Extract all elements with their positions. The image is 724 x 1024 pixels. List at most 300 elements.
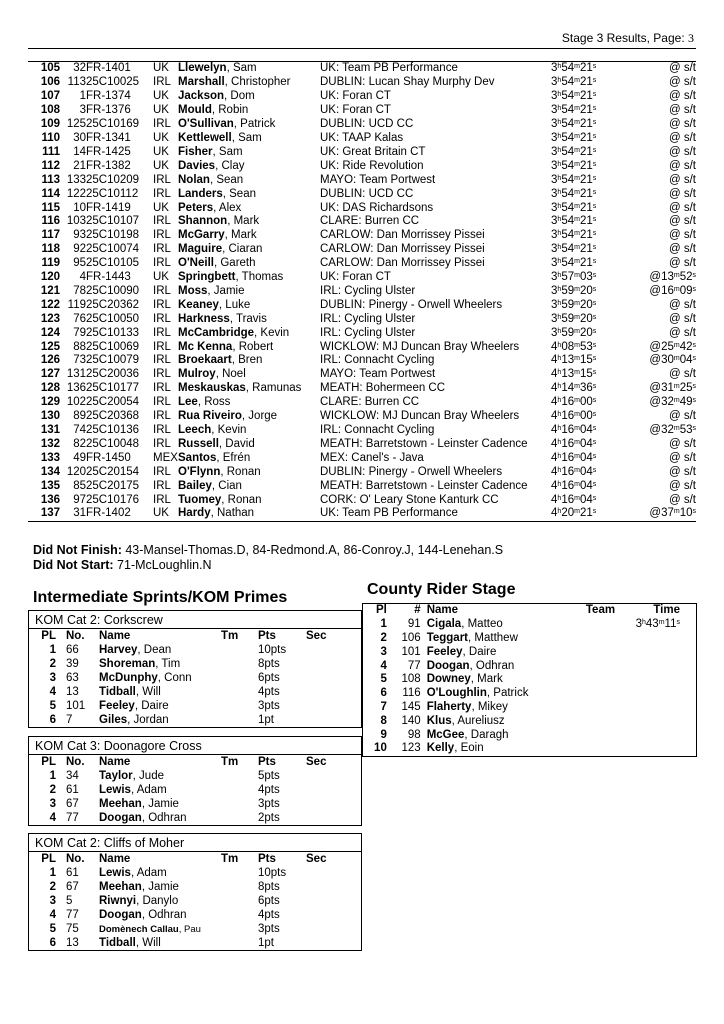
surname: Meskauskas — [178, 382, 246, 395]
bib-number: 123 — [401, 742, 421, 755]
rider-name: Harkness, Travis — [178, 312, 267, 325]
surname: Giles — [99, 713, 128, 726]
col-tm: Tm — [221, 853, 239, 866]
place: 1 — [49, 867, 56, 880]
place: 3 — [49, 798, 56, 811]
table-row — [28, 257, 696, 271]
nationality: IRL — [153, 410, 171, 423]
points: 3pts — [258, 922, 280, 935]
kom-row — [29, 909, 361, 923]
team-name: UK: Team PB Performance — [320, 62, 458, 75]
col-no: No. — [66, 756, 85, 769]
nationality: UK — [153, 145, 169, 158]
sprints-title: Intermediate Sprints/KOM Primes — [33, 589, 288, 606]
team-name: CARLOW: Dan Morrissey Pissei — [320, 257, 485, 270]
table-row — [28, 368, 696, 382]
bib-number: 116 — [402, 687, 421, 700]
licence: 25C20368 — [86, 410, 140, 423]
points: 3pts — [258, 798, 280, 811]
seconds — [306, 895, 361, 909]
team-name: DUBLIN: Pinergy - Orwell Wheelers — [320, 465, 503, 478]
nationality: IRL — [153, 354, 171, 367]
time-gap: @ s/t — [668, 215, 696, 228]
licence: 25C10177 — [86, 382, 140, 395]
team — [221, 881, 258, 895]
place: 1 — [49, 644, 56, 657]
rider-name: Klus, Aureliusz — [426, 714, 505, 727]
surname: Cigala — [426, 618, 462, 631]
points: 10pts — [258, 867, 287, 880]
team — [221, 784, 258, 798]
place: 133 — [40, 451, 60, 464]
table-row — [28, 132, 696, 146]
team-name: UK: TAAP Kalas — [320, 131, 404, 144]
surname: Shoreman — [99, 658, 156, 671]
surname: Tidball — [99, 936, 136, 949]
surname: McDunphy — [99, 672, 158, 685]
kom-row — [29, 881, 361, 895]
team-name: IRL: Connacht Cycling — [320, 354, 435, 367]
did-not-finish — [33, 543, 503, 557]
place: 4 — [49, 909, 56, 921]
finish-time — [636, 659, 696, 673]
team — [221, 672, 258, 686]
time-gap: @31$^m$25$^s$ — [649, 382, 696, 395]
surname: Keaney — [178, 298, 219, 311]
time-gap: @ s/t — [668, 90, 696, 103]
finish-time — [636, 714, 696, 728]
nationality: IRL — [153, 76, 171, 89]
kom-header-row — [29, 756, 361, 770]
place: 113 — [41, 173, 60, 186]
col-no: No. — [66, 853, 85, 866]
finish-time: 3$^h$54$^m$21$^s$ — [551, 159, 597, 172]
place: 118 — [41, 243, 60, 256]
team-name: CARLOW: Dan Morrissey Pissei — [320, 229, 485, 242]
time-gap: @ s/t — [668, 326, 696, 339]
bib-number: 108 — [401, 673, 421, 686]
time-gap: @ s/t — [668, 451, 696, 464]
licence: 25C10107 — [86, 215, 140, 228]
finish-time — [636, 687, 696, 701]
bib-number: 4 — [79, 271, 86, 284]
col-tm: Tm — [221, 630, 239, 643]
bib-number: 67 — [66, 881, 79, 894]
time-gap: @ s/t — [668, 173, 696, 186]
team-name: DUBLIN: UCD CC — [320, 118, 414, 131]
surname: Tidball — [99, 686, 136, 698]
bib-number: 3 — [79, 104, 86, 117]
bib-number: 101 — [66, 699, 86, 712]
table-row — [28, 285, 696, 299]
nationality: IRL — [153, 229, 171, 242]
team-name: IRL: Cycling Ulster — [320, 284, 416, 297]
time-gap: @ s/t — [668, 131, 696, 144]
nationality: IRL — [153, 187, 171, 200]
rider-name: Llewelyn, Sam — [178, 62, 257, 75]
rider-name: Davies, Clay — [178, 159, 245, 172]
place: 131 — [40, 424, 60, 437]
place: 5 — [380, 673, 387, 686]
finish-time: 4$^h$16$^m$04$^s$ — [551, 465, 597, 478]
place: 109 — [40, 118, 60, 131]
seconds — [306, 699, 361, 713]
bib-number: 31 — [73, 507, 86, 520]
team — [586, 701, 636, 715]
rider-name: Tidball, Will — [99, 686, 161, 698]
place: 8 — [380, 714, 387, 727]
kom-row — [29, 936, 361, 950]
place: 6 — [49, 936, 56, 949]
team-name: UK: DAS Richardsons — [320, 201, 434, 214]
surname: McGee — [426, 728, 465, 741]
bib-number: 76 — [73, 312, 86, 325]
rider-name: Teggart, Matthew — [426, 631, 518, 644]
table-row — [28, 159, 696, 173]
surname: O'Sullivan — [178, 118, 234, 131]
finish-time — [636, 673, 696, 687]
kom-row — [29, 770, 361, 784]
nationality: UK — [153, 104, 169, 117]
place: 116 — [41, 215, 60, 228]
finish-time: 4$^h$08$^m$53$^s$ — [551, 340, 597, 353]
nationality: UK — [153, 131, 169, 144]
nationality: UK — [153, 62, 169, 75]
surname: Tuomey — [178, 493, 222, 506]
place: 123 — [40, 312, 60, 325]
rider-name: Meskauskas, Ramunas — [178, 382, 302, 395]
licence: 25C10133 — [86, 326, 140, 339]
nationality: IRL — [153, 215, 171, 228]
rider-name: Peters, Alex — [178, 201, 242, 214]
bib-number: 85 — [73, 479, 86, 492]
rider-name: Springbett, Thomas — [178, 271, 284, 284]
surname: Marshall — [178, 76, 225, 89]
licence: FR-1374 — [86, 90, 131, 103]
rider-name: Doogan, Odhran — [99, 812, 187, 824]
kom-table — [29, 756, 361, 825]
surname: Bailey — [178, 479, 212, 492]
col-pts: Pts — [258, 630, 276, 643]
rider-name: Keaney, Luke — [178, 298, 251, 311]
seconds — [306, 909, 361, 923]
finish-time: 4$^h$20$^m$21$^s$ — [551, 507, 597, 520]
table-row — [28, 479, 696, 493]
team — [221, 812, 258, 826]
surname: Kettlewell — [178, 131, 232, 144]
rider-name: Giles, Jordan — [99, 713, 169, 726]
kom-row — [29, 686, 361, 700]
licence: 25C10169 — [86, 118, 140, 131]
finish-time — [636, 701, 696, 715]
surname: Feeley — [99, 699, 135, 712]
licence: FR-1401 — [86, 62, 131, 75]
table-row — [28, 465, 696, 479]
team — [221, 658, 258, 672]
place: 3 — [49, 895, 56, 908]
kom-table — [29, 630, 361, 727]
points: 5pts — [258, 770, 280, 783]
place: 106 — [40, 76, 60, 89]
rider-name: Marshall, Christopher — [178, 76, 291, 89]
surname: Broekaart — [178, 354, 232, 367]
rider-name: Maguire, Ciaran — [178, 243, 263, 256]
bib-number: 21 — [73, 159, 86, 172]
surname: Moss — [178, 284, 208, 297]
bib-number: 78 — [73, 284, 86, 297]
county-row — [363, 728, 696, 742]
time-gap: @ s/t — [668, 159, 696, 172]
team-name: MAYO: Team Portwest — [320, 368, 436, 381]
place: 3 — [49, 672, 56, 685]
place: 4 — [380, 659, 387, 672]
licence: 25C20054 — [86, 396, 140, 409]
finish-time: 3$^h$43$^m$11$^s$ — [635, 618, 680, 631]
seconds — [306, 936, 361, 950]
county-rider-box — [362, 603, 697, 757]
nationality: IRL — [153, 173, 171, 186]
bib-number: 133 — [66, 173, 86, 186]
finish-time: 3$^h$59$^m$20$^s$ — [551, 298, 597, 311]
place: 120 — [40, 271, 60, 284]
bib-number: 95 — [73, 257, 86, 270]
col-name: Name — [99, 630, 131, 643]
team — [586, 618, 636, 632]
time-gap: @ s/t — [668, 298, 696, 311]
points: 1pt — [258, 936, 274, 949]
rider-name: Doogan, Odhran — [426, 659, 515, 672]
team — [221, 867, 258, 881]
nationality: IRL — [153, 396, 171, 409]
surname: Feeley — [426, 645, 463, 658]
bib-number: 1 — [79, 90, 86, 103]
kom-row — [29, 867, 361, 881]
surname: Mulroy — [178, 368, 216, 381]
finish-time: 4$^h$16$^m$04$^s$ — [551, 451, 597, 464]
surname: Davies — [178, 159, 216, 172]
kom-row — [29, 699, 361, 713]
kom-header-row — [29, 630, 361, 644]
seconds — [306, 784, 361, 798]
team-name: IRL: Cycling Ulster — [320, 312, 416, 325]
rider-name: Riwnyi, Danylo — [99, 895, 179, 908]
time-gap: @32$^m$53$^s$ — [649, 424, 696, 437]
bib-number: 113 — [67, 76, 86, 89]
kom-box — [28, 736, 362, 826]
surname: Teggart — [426, 631, 469, 644]
rider-name: Doogan, Odhran — [99, 909, 187, 921]
rider-name: Shoreman, Tim — [99, 658, 181, 671]
kom-row — [29, 672, 361, 686]
finish-time: 3$^h$54$^m$21$^s$ — [551, 243, 597, 256]
seconds — [306, 713, 361, 727]
table-row — [28, 215, 696, 229]
nationality: IRL — [153, 284, 171, 297]
rider-name: Lewis, Adam — [99, 867, 167, 880]
finish-time: 3$^h$54$^m$21$^s$ — [551, 90, 597, 103]
table-row — [28, 507, 696, 521]
kom-row — [29, 895, 361, 909]
points: 4pts — [258, 784, 280, 797]
surname: Nolan — [178, 173, 210, 186]
nationality: IRL — [153, 298, 171, 311]
surname: Klus — [426, 714, 452, 727]
nationality: IRL — [153, 479, 171, 492]
licence: 25C10105 — [86, 257, 140, 270]
seconds — [306, 644, 361, 658]
finish-time: 3$^h$54$^m$21$^s$ — [551, 62, 597, 75]
page-header-text: Stage 3 Results, Page: 3 — [561, 31, 694, 45]
team-name: UK: Foran CT — [320, 104, 391, 117]
rider-name: Mould, Robin — [178, 104, 249, 117]
rider-name: Mc Kenna, Robert — [178, 340, 274, 353]
points: 4pts — [258, 909, 280, 921]
team-name: DUBLIN: UCD CC — [320, 187, 414, 200]
bib-number: 131 — [66, 368, 86, 381]
bib-number: 49 — [73, 451, 86, 464]
surname: Fisher — [178, 145, 213, 158]
rider-name: Bailey, Cian — [178, 479, 242, 492]
col-time: Time — [653, 604, 680, 617]
bib-number: 10 — [73, 201, 86, 214]
place: 6 — [49, 713, 56, 726]
surname: Domènech Callau — [99, 923, 179, 935]
surname: Santos — [178, 451, 217, 464]
time-gap: @ s/t — [668, 76, 696, 89]
place: 108 — [40, 104, 60, 117]
team — [221, 686, 258, 700]
surname: Lewis — [99, 784, 131, 797]
nationality: IRL — [153, 437, 171, 450]
county-row — [363, 701, 696, 715]
team — [586, 645, 636, 659]
licence: 25C10079 — [86, 354, 140, 367]
time-gap: @ s/t — [668, 229, 696, 242]
rider-name: Santos, Efrén — [178, 451, 251, 464]
table-row — [28, 382, 696, 396]
place: 115 — [41, 201, 60, 214]
bib-number: 75 — [66, 922, 79, 935]
county-row — [363, 742, 696, 756]
licence: 25C10048 — [86, 437, 140, 450]
dns-list: 71-McLoughlin.N — [117, 558, 212, 572]
team — [221, 895, 258, 909]
team-name: CLARE: Burren CC — [320, 396, 420, 409]
col-pl: PL — [41, 630, 56, 643]
surname: O'Neill — [178, 257, 214, 270]
rider-name: Mulroy, Noel — [178, 368, 246, 381]
team — [586, 659, 636, 673]
place: 2 — [49, 784, 56, 797]
kom-row — [29, 658, 361, 672]
bib-number: 39 — [66, 658, 79, 671]
nationality: IRL — [153, 243, 171, 256]
bib-number: 7 — [66, 713, 73, 726]
bib-number: 91 — [407, 618, 421, 631]
surname: Springbett — [178, 271, 236, 284]
time-gap: @ s/t — [668, 368, 696, 381]
bib-number: 106 — [401, 631, 421, 644]
county-title: County Rider Stage — [367, 581, 516, 598]
time-gap: @ s/t — [668, 479, 696, 492]
bib-number: 73 — [73, 354, 86, 367]
table-row — [28, 298, 696, 312]
rider-name: Russell, David — [178, 437, 255, 450]
team-name: IRL: Cycling Ulster — [320, 326, 416, 339]
finish-time — [636, 645, 696, 659]
place: 136 — [40, 493, 60, 506]
licence: 25C10069 — [86, 340, 140, 353]
place: 2 — [49, 658, 56, 671]
table-row — [28, 173, 696, 187]
time-gap: @ s/t — [668, 187, 696, 200]
col-no: No. — [66, 630, 85, 643]
place: 6 — [380, 687, 387, 700]
surname: Taylor — [99, 770, 133, 783]
licence: 25C20154 — [86, 465, 140, 478]
team — [221, 798, 258, 812]
licence: FR-1425 — [86, 145, 131, 158]
place: 5 — [49, 922, 56, 935]
surname: O'Loughlin — [426, 687, 487, 700]
time-gap: @ s/t — [668, 257, 696, 270]
surname: Leech — [178, 424, 212, 437]
rider-name: Kettlewell, Sam — [178, 131, 262, 144]
points: 2pts — [258, 812, 280, 824]
nationality: IRL — [153, 340, 171, 353]
place: 105 — [40, 62, 60, 75]
time-gap: @ s/t — [668, 437, 696, 450]
place: 1 — [49, 770, 56, 783]
points: 6pts — [258, 895, 280, 908]
finish-time: 3$^h$54$^m$21$^s$ — [551, 229, 597, 242]
licence: FR-1341 — [86, 131, 131, 144]
time-gap: @32$^m$49$^s$ — [649, 396, 696, 409]
bib-number: 13 — [66, 936, 79, 949]
bib-number: 122 — [66, 187, 86, 200]
surname: Rua Riveiro — [178, 410, 242, 423]
surname: Riwnyi — [99, 895, 137, 908]
rider-name: Lee, Ross — [178, 396, 231, 409]
county-row — [363, 673, 696, 687]
nationality: IRL — [153, 368, 171, 381]
finish-time — [636, 728, 696, 742]
finish-time: 3$^h$54$^m$21$^s$ — [551, 257, 597, 270]
kom-table — [29, 853, 361, 950]
surname: Maguire — [178, 243, 223, 256]
points: 3pts — [258, 699, 280, 712]
table-row — [28, 62, 696, 76]
finish-time: 3$^h$54$^m$21$^s$ — [551, 173, 597, 186]
bib-number: 32 — [73, 62, 86, 75]
table-row — [28, 201, 696, 215]
did-not-start — [33, 558, 212, 572]
rider-name: Rua Riveiro, Jorge — [178, 410, 278, 423]
surname: Harvey — [99, 644, 138, 657]
rider-name: O'Loughlin, Patrick — [426, 687, 529, 700]
rider-name: McGee, Daragh — [426, 728, 509, 741]
licence: 25C10090 — [86, 284, 140, 297]
bib-number: 102 — [66, 396, 86, 409]
finish-time: 4$^h$14$^m$36$^s$ — [551, 382, 597, 395]
team — [221, 909, 258, 923]
place: 110 — [41, 131, 60, 144]
place: 126 — [40, 354, 60, 367]
county-table — [363, 604, 696, 756]
team — [221, 770, 258, 784]
surname: Meehan — [99, 798, 142, 811]
time-gap: @ s/t — [668, 62, 696, 75]
